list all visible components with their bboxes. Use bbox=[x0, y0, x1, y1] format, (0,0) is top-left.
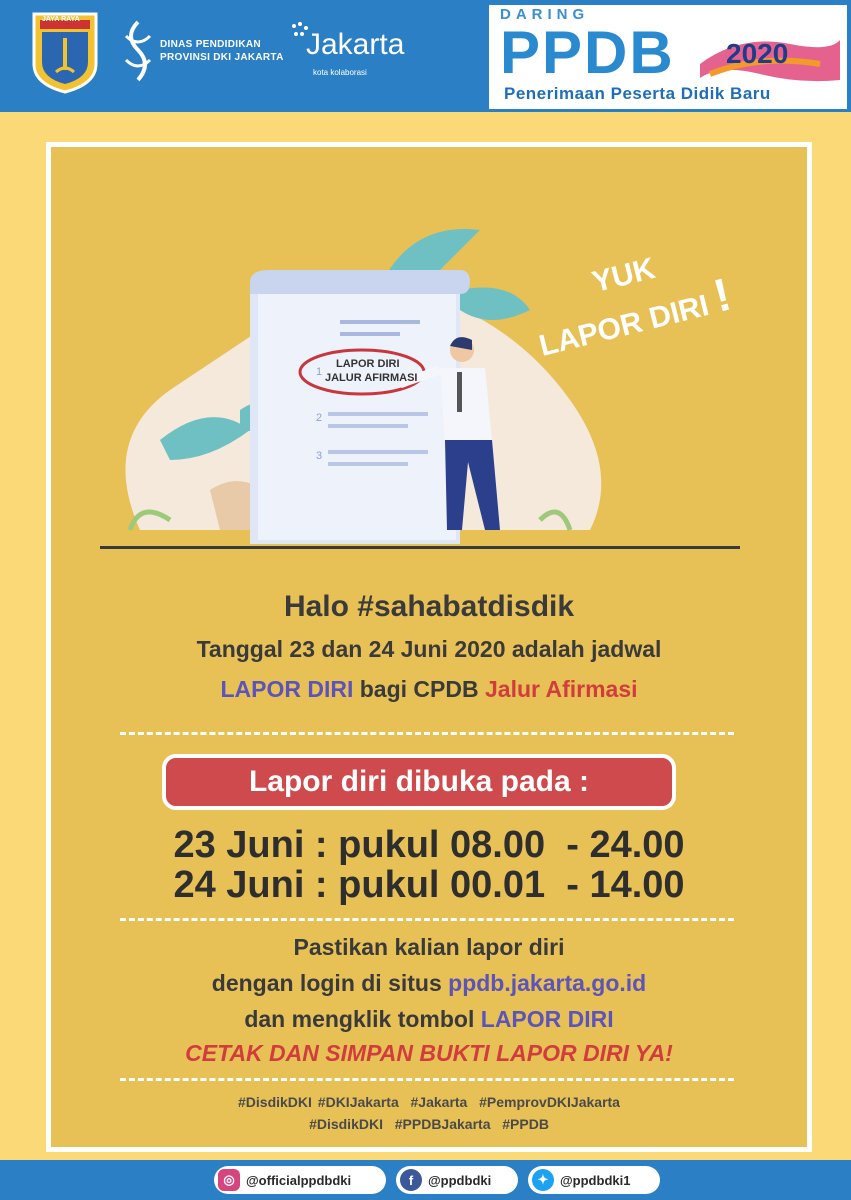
doc-label-line2: JALUR AFIRMASI bbox=[325, 372, 418, 384]
disdik-line1: DINAS PENDIDIKAN bbox=[160, 39, 261, 50]
facebook-handle[interactable] bbox=[396, 1166, 518, 1194]
facebook-label: @ppdbdki bbox=[428, 1172, 492, 1188]
dashed-divider-1 bbox=[120, 732, 734, 735]
ppdb-year: 2020 bbox=[726, 38, 789, 69]
instruction-login-text: dengan login di situs bbox=[211, 970, 449, 996]
jakarta-wordmark: Jakarta bbox=[306, 28, 405, 61]
instruction-klik-text: dan mengklik tombol bbox=[244, 1006, 481, 1032]
disdik-logo-icon bbox=[118, 18, 158, 84]
jakarta-tagline: kota kolaborasi bbox=[313, 68, 367, 77]
instruction-cetak: CETAK DAN SIMPAN BUKTI LAPOR DIRI YA! bbox=[185, 1040, 673, 1066]
facebook-icon: f bbox=[400, 1169, 422, 1191]
ppdb-wordmark: PPDB bbox=[500, 19, 675, 86]
schedule-row-1: 23 Juni : pukul 08.00 - 24.00 bbox=[173, 824, 685, 866]
intro-bagi-cpdb: bagi CPDB bbox=[353, 676, 485, 702]
twitter-handle[interactable] bbox=[528, 1166, 660, 1194]
intro-lapor-diri: LAPOR DIRI bbox=[220, 676, 354, 702]
site-url-link[interactable]: ppdb.jakarta.go.id bbox=[448, 970, 647, 996]
yuk-line1: YUK bbox=[588, 251, 659, 300]
intro-line2: Tanggal 23 dan 24 Juni 2020 adalah jadwal bbox=[196, 636, 662, 662]
disdik-text bbox=[160, 38, 284, 64]
twitter-icon: ✦ bbox=[532, 1169, 554, 1191]
instruction-line2 bbox=[46, 970, 812, 997]
ppdb-daring-label: DARING bbox=[500, 6, 590, 23]
doc-number-1: 1 bbox=[316, 366, 323, 378]
instagram-handle[interactable] bbox=[214, 1166, 386, 1194]
emblem-label: JAYA RAYA bbox=[42, 16, 80, 23]
greeting: Halo #sahabatdisdik bbox=[283, 590, 575, 623]
schedule-row-2: 24 Juni : pukul 00.01 - 14.00 bbox=[173, 864, 685, 906]
instagram-label: @officialppdbdki bbox=[246, 1172, 352, 1188]
doc-number-2: 2 bbox=[316, 412, 323, 424]
dashed-divider-3 bbox=[120, 1078, 734, 1081]
doc-number-3: 3 bbox=[316, 450, 323, 462]
intro-line3 bbox=[46, 676, 812, 703]
disdik-line2: PROVINSI DKI JAKARTA bbox=[160, 52, 284, 63]
instruction-line1: Pastikan kalian lapor diri bbox=[293, 934, 565, 960]
dashed-divider-2 bbox=[120, 918, 734, 921]
ppdb-subtitle: Penerimaan Peserta Didik Baru bbox=[504, 84, 771, 103]
instruction-lapor-diri: LAPOR DIRI bbox=[480, 1006, 614, 1032]
hashtags-line1: #DisdikDKI #DKIJakarta #Jakarta #PemprovDKIJakarta bbox=[238, 1094, 620, 1110]
yuk-exclaim: ! bbox=[708, 267, 736, 322]
yuk-line2-text: LAPOR DIRI bbox=[535, 288, 713, 363]
instagram-icon: ◎ bbox=[218, 1169, 240, 1191]
twitter-label: @ppdbdki1 bbox=[560, 1172, 631, 1188]
doc-label-line1: LAPOR DIRI bbox=[336, 358, 400, 370]
hashtags-line2: #DisdikDKI #PPDBJakarta #PPDB bbox=[309, 1116, 549, 1132]
instruction-line3 bbox=[46, 1006, 812, 1033]
intro-jalur-afirmasi: Jalur Afirmasi bbox=[484, 676, 638, 702]
lapor-diri-dibuka-banner: Lapor diri dibuka pada : bbox=[162, 754, 676, 810]
